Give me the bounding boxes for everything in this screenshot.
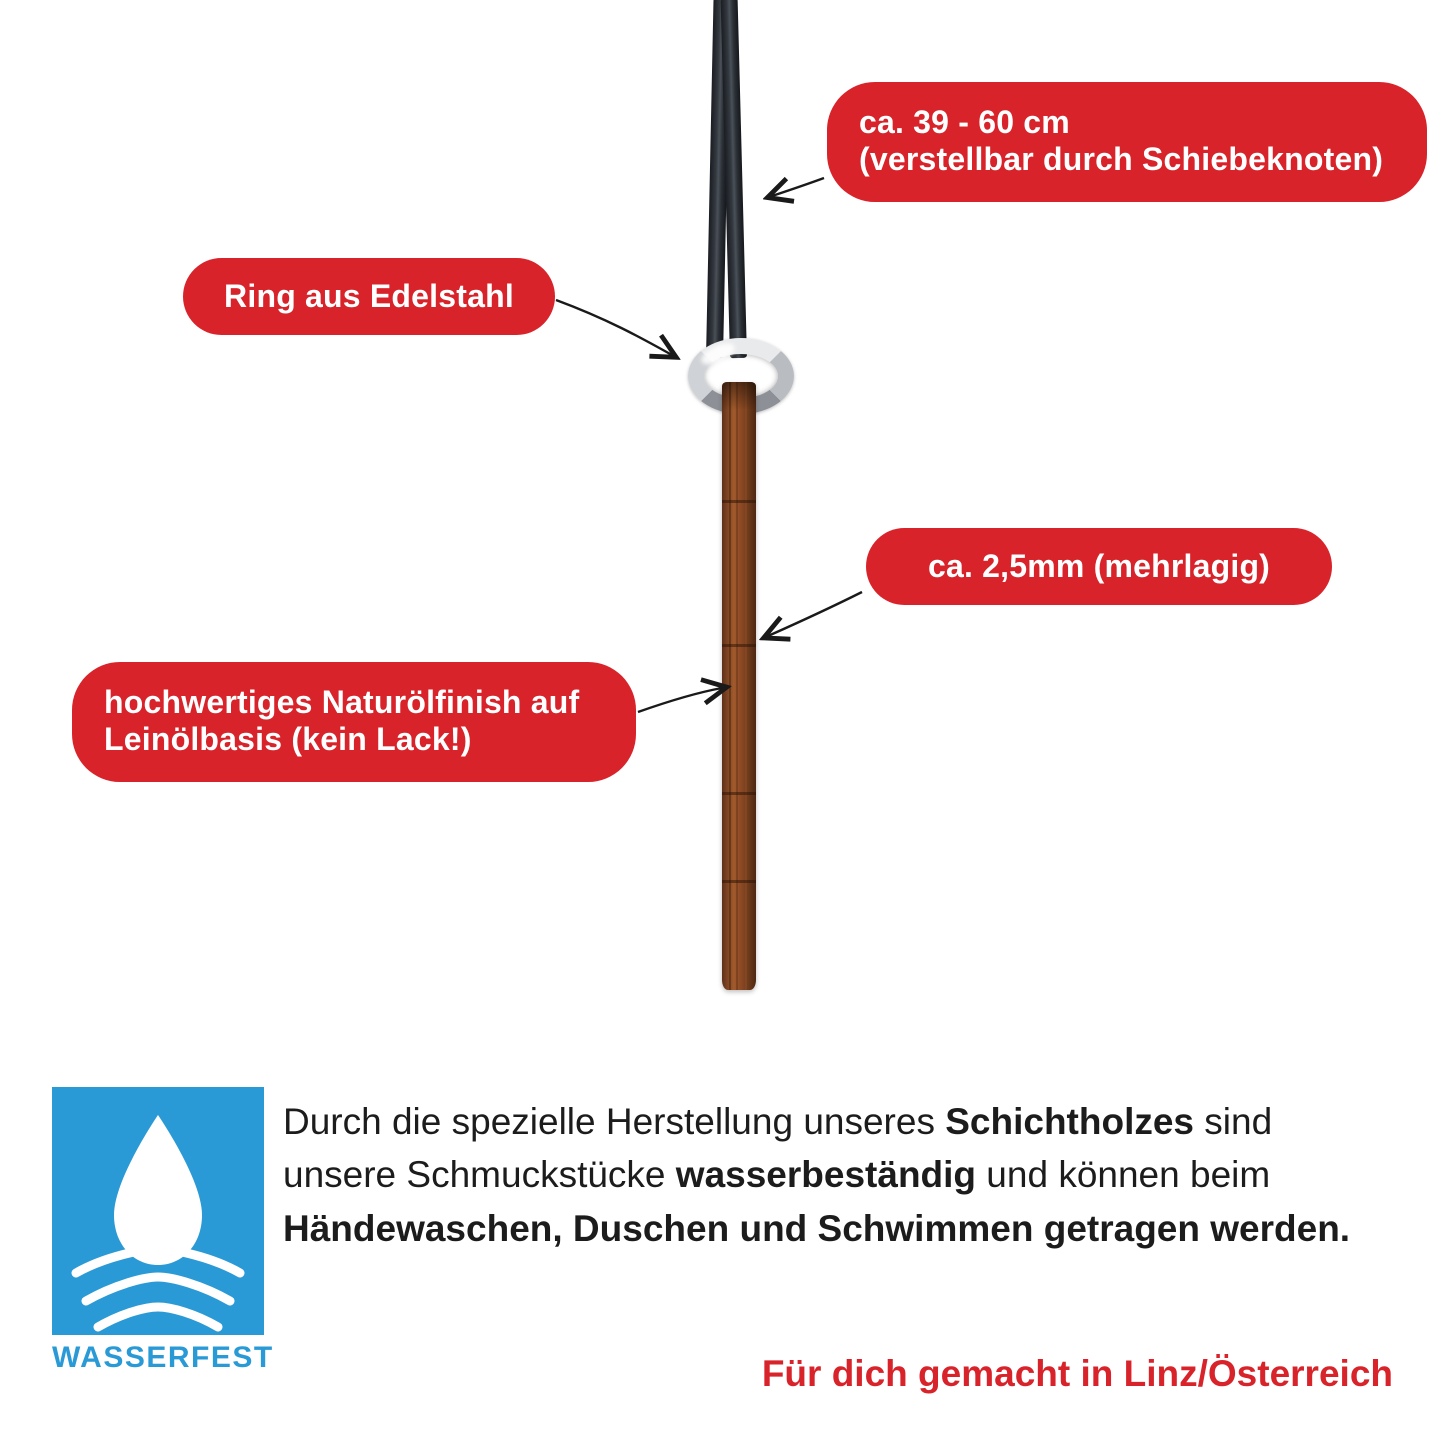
cord-strand-right bbox=[721, 0, 747, 358]
footer-description bbox=[283, 1095, 1393, 1255]
footer-text-bold: Händewaschen, Duschen und Schwimmen getragen werden. bbox=[283, 1207, 1351, 1249]
water-drop-icon bbox=[52, 1087, 264, 1335]
footer-text-part: sind unsere Schmuckstücke bbox=[283, 1101, 1273, 1196]
footer-text-bold: Schichtholzes bbox=[945, 1101, 1195, 1142]
callout-line: (verstellbar durch Schiebeknoten) bbox=[859, 141, 1384, 178]
callout-ring-material bbox=[183, 258, 555, 335]
callout-line: hochwertiges Naturölfinish auf bbox=[104, 684, 580, 720]
footer-section bbox=[0, 1055, 1445, 1445]
callout-line: Ring aus Edelstahl bbox=[224, 278, 514, 314]
callout-finish bbox=[72, 662, 636, 782]
wood-pendant-top-shading bbox=[722, 382, 756, 410]
footer-text-part: Durch die spezielle Herstellung unseres bbox=[283, 1101, 946, 1142]
callout-line: ca. 2,5mm (mehrlagig) bbox=[927, 548, 1271, 584]
footer-text-bold: wasserbeständig bbox=[675, 1154, 977, 1196]
footer-text-part: und können beim bbox=[976, 1154, 1271, 1196]
callout-line: Leinölbasis (kein Lack!) bbox=[104, 721, 472, 758]
badge-label: WASSERFEST bbox=[52, 1341, 274, 1374]
wasserfest-badge bbox=[52, 1087, 274, 1385]
wood-pendant bbox=[722, 382, 756, 990]
callout-cord-length bbox=[827, 82, 1427, 202]
callout-thickness bbox=[866, 528, 1332, 605]
callout-line: ca. 39 - 60 cm bbox=[859, 104, 1070, 140]
made-in-line: Für dich gemacht in Linz/Österreich bbox=[761, 1353, 1393, 1394]
